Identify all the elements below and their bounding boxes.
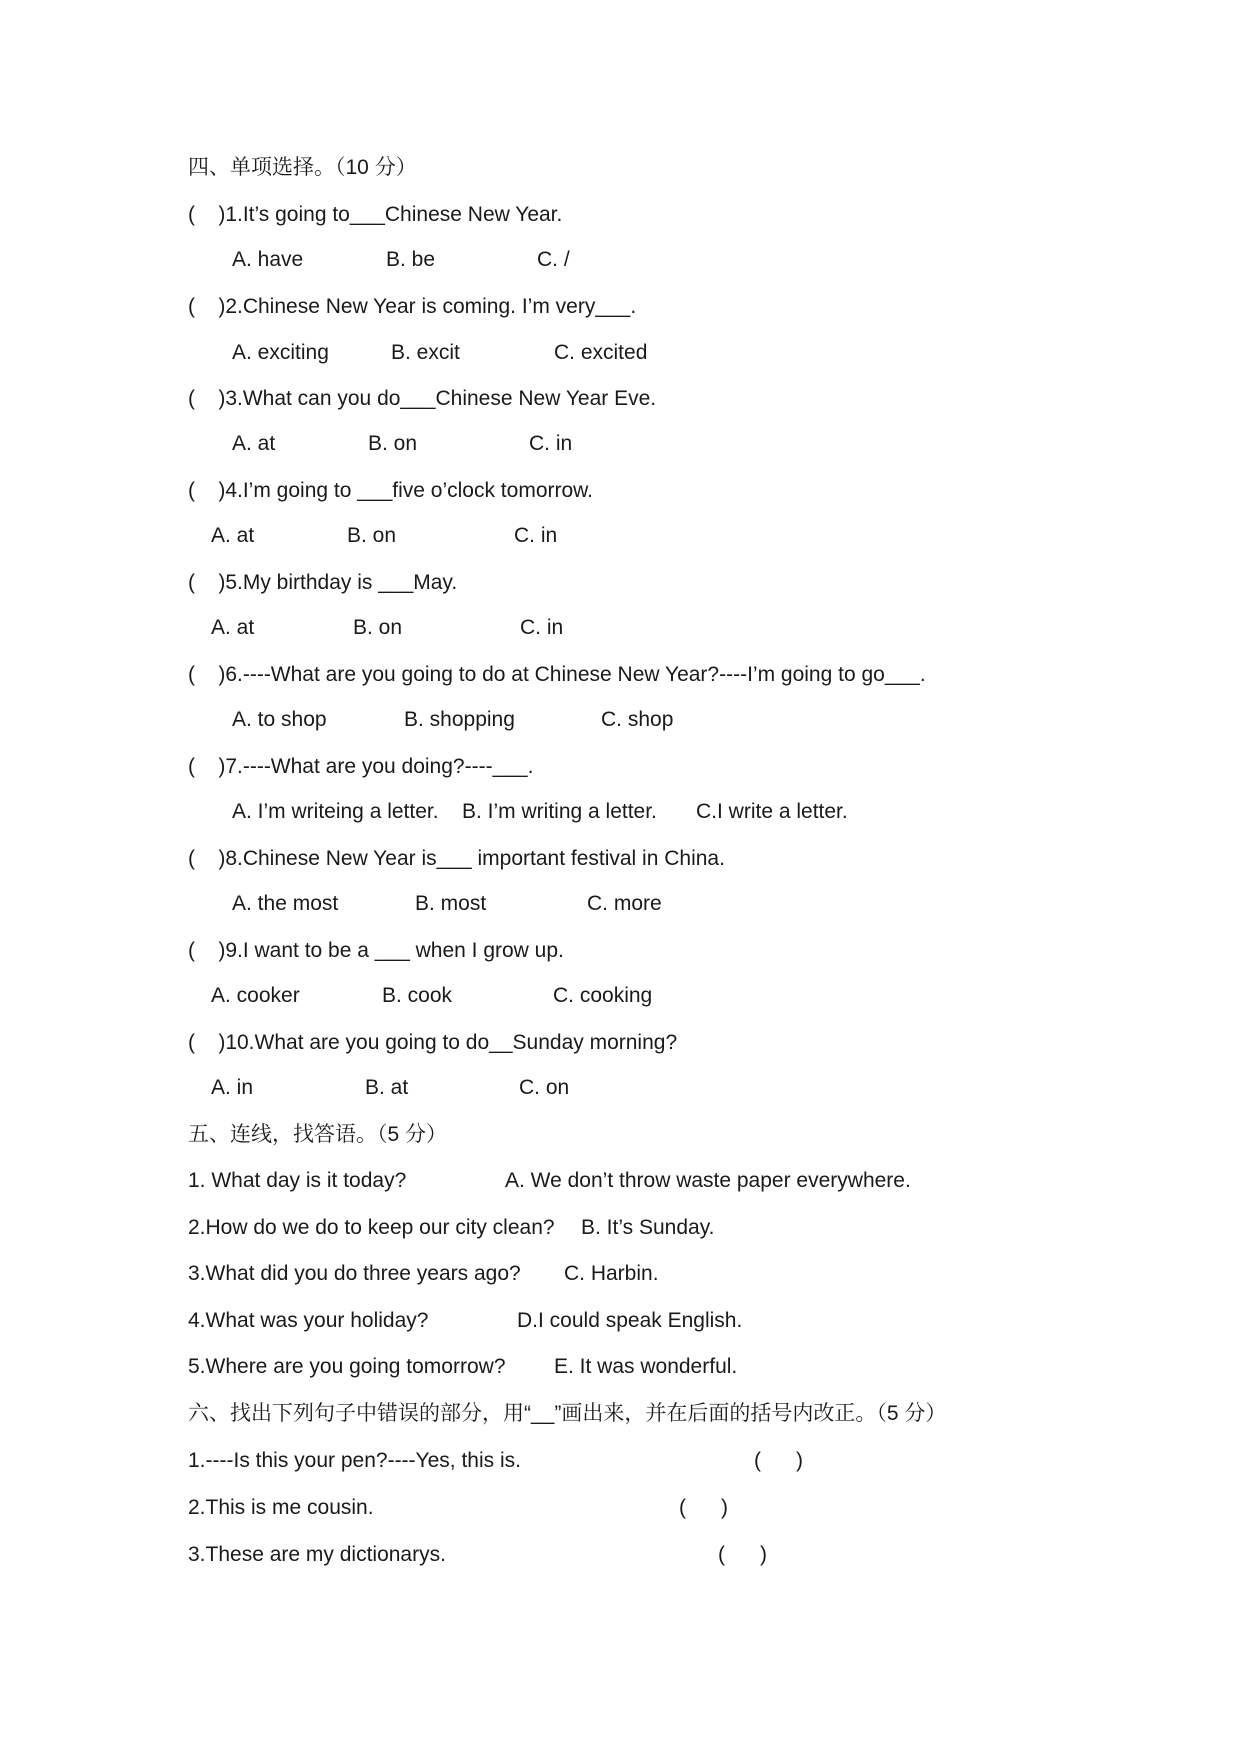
question-9-stem: ( )9.I want to be a ___ when I grow up. <box>188 939 564 962</box>
question-3-option-a: A. at <box>232 432 276 455</box>
match-answer-c: C. Harbin. <box>564 1262 659 1285</box>
question-7-option-b: B. I’m writing a letter. <box>462 800 657 823</box>
question-3-option-b: B. on <box>368 432 418 455</box>
question-6-option-a: A. to shop <box>232 708 327 731</box>
question-8-option-a: A. the most <box>232 892 339 915</box>
section4-heading: 四、单项选择。（10 分） <box>188 156 417 179</box>
question-1-stem: ( )1.It’s going to___Chinese New Year. <box>188 203 563 226</box>
correction-item-3: 3.These are my dictionarys. <box>188 1543 446 1566</box>
match-answer-a: A. We don’t throw waste paper everywhere. <box>505 1169 911 1192</box>
question-5-option-a: A. at <box>211 616 255 639</box>
question-1-option-c: C. / <box>537 248 570 271</box>
question-6-option-b: B. shopping <box>404 708 515 731</box>
question-5-stem: ( )5.My birthday is ___May. <box>188 571 458 594</box>
correction-item-1: 1.----Is this your pen?----Yes, this is. <box>188 1449 521 1472</box>
match-question-3: 3.What did you do three years ago? <box>188 1262 521 1285</box>
question-5-option-c: C. in <box>520 616 564 639</box>
question-9-option-b: B. cook <box>382 984 453 1007</box>
match-answer-b: B. It’s Sunday. <box>581 1216 715 1239</box>
question-3-stem: ( )3.What can you do___Chinese New Year Eve. <box>188 387 657 410</box>
question-4-stem: ( )4.I’m going to ___five o’clock tomorrow. <box>188 479 593 502</box>
question-1-option-b: B. be <box>386 248 436 271</box>
match-question-5: 5.Where are you going tomorrow? <box>188 1355 506 1378</box>
question-2-option-a: A. exciting <box>232 341 329 364</box>
match-question-2: 2.How do we do to keep our city clean? <box>188 1216 555 1239</box>
section6-heading: 六、找出下列句子中错误的部分，用“__”画出来，并在后面的括号内改正。（5 分） <box>188 1402 947 1425</box>
match-answer-d: D.I could speak English. <box>517 1309 743 1332</box>
match-question-4: 4.What was your holiday? <box>188 1309 429 1332</box>
question-6-stem: ( )6.----What are you going to do at Chinese New Year?----I’m going to go___. <box>188 663 926 686</box>
question-6-option-c: C. shop <box>601 708 674 731</box>
correction-item-2: 2.This is me cousin. <box>188 1496 374 1519</box>
question-8-option-b: B. most <box>415 892 487 915</box>
question-7-option-a: A. I’m writeing a letter. <box>232 800 439 823</box>
question-10-stem: ( )10.What are you going to do__Sunday morning? <box>188 1031 678 1054</box>
question-2-option-c: C. excited <box>554 341 648 364</box>
question-8-option-c: C. more <box>587 892 662 915</box>
question-9-option-c: C. cooking <box>553 984 653 1007</box>
question-4-option-b: B. on <box>347 524 397 547</box>
question-10-option-a: A. in <box>211 1076 254 1099</box>
match-answer-e: E. It was wonderful. <box>554 1355 738 1378</box>
question-4-option-c: C. in <box>514 524 558 547</box>
question-3-option-c: C. in <box>529 432 573 455</box>
correction-bracket-2: ( ) <box>679 1496 728 1519</box>
question-1-option-a: A. have <box>232 248 304 271</box>
question-7-stem: ( )7.----What are you doing?----___. <box>188 755 534 778</box>
question-9-option-a: A. cooker <box>211 984 300 1007</box>
correction-bracket-3: ( ) <box>718 1543 767 1566</box>
question-4-option-a: A. at <box>211 524 255 547</box>
question-10-option-c: C. on <box>519 1076 570 1099</box>
match-question-1: 1. What day is it today? <box>188 1169 407 1192</box>
question-5-option-b: B. on <box>353 616 403 639</box>
section5-heading: 五、连线，找答语。（5 分） <box>188 1123 448 1146</box>
correction-bracket-1: ( ) <box>754 1449 803 1472</box>
question-8-stem: ( )8.Chinese New Year is___ important festival in China. <box>188 847 725 870</box>
question-2-stem: ( )2.Chinese New Year is coming. I’m very___. <box>188 295 637 318</box>
question-10-option-b: B. at <box>365 1076 409 1099</box>
question-2-option-b: B. excit <box>391 341 460 364</box>
question-7-option-c: C.I write a letter. <box>696 800 848 823</box>
